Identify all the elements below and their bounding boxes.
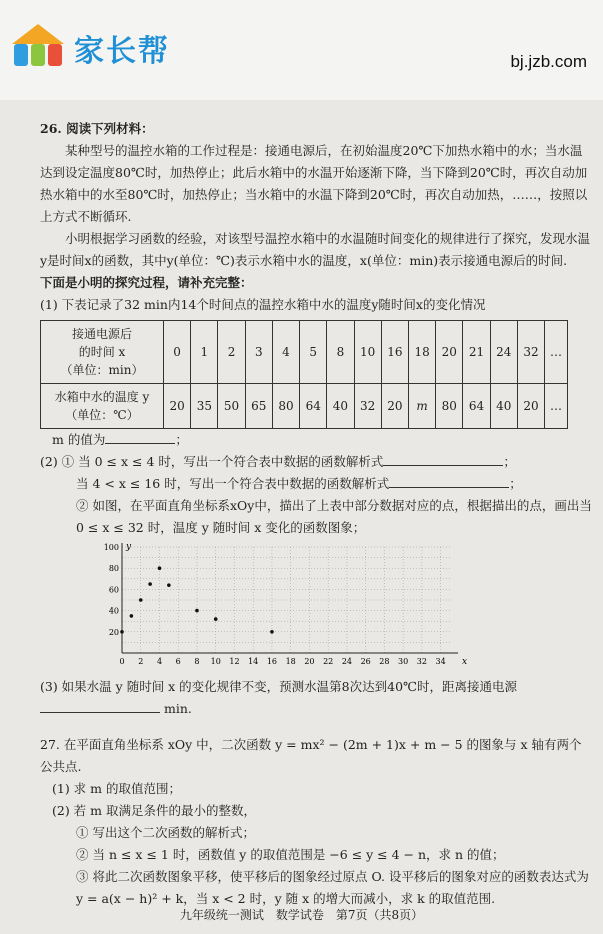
table-cell: 40 [490,384,517,429]
x-tick-label: 0 [119,657,125,666]
site-header [0,0,603,100]
table-cell: 50 [218,384,245,429]
exam-page [40,118,592,910]
x-tick-label: 6 [175,657,181,666]
table-cell: 20 [436,321,463,384]
q27-part-2c: ③ 将此二次函数图象平移，使平移后的图象经过原点 O. 设平移后的图象对应的函数表达式为 y = a(x − h)² + k，当 x < 2 时，y 随 x 的增大而减小，求 k 的取值范围. [76,869,589,906]
data-table [40,320,568,429]
q27-part-2a: ① 写出这个二次函数的解析式； [76,825,255,840]
x-tick-label: 4 [156,657,163,666]
part-2c: ② 如图，在平面直角坐标系xOy中，描出了上表中部分数据对应的点，根据描出的点，画出当 0 ≤ x ≤ 32 时，温度 y 随时间 x 变化的函数图象； [76,498,592,535]
table-cell: … [545,321,568,384]
data-point [158,566,162,570]
x-tick-label: 34 [435,657,446,666]
x-tick-label: 28 [379,657,390,666]
q27-part-1: (1) 求 m 的取值范围； [52,781,181,796]
table-cell: 18 [408,321,435,384]
y-tick-label: 40 [108,606,119,616]
table-row-time [41,321,568,384]
data-point [130,614,134,618]
x-tick-label: 20 [304,657,315,666]
data-point [195,609,199,613]
part-2b: 当 4 < x ≤ 16 时，写出一个符合表中数据的函数解析式 ； [40,473,592,495]
data-point [148,582,152,586]
scatter-chart [100,541,480,669]
table-cell: 10 [354,321,381,384]
material-paragraph-1: 某种型号的温控水箱的工作过程是：接通电源后，在初始温度20℃下加热水箱中的水；当水温达到设定温度80℃时，加热停止；此后水箱中的水温开始逐渐下降，当下降到20℃时，再次自动加热水箱中的水至80℃时，加热停止；当水箱中的水温下降到20℃时，再次自动加热，……，按照以上方式不断循环. [40,143,588,224]
table-cell: 16 [381,321,408,384]
table-cell: 20 [517,384,544,429]
site-url[interactable]: bj.jzb.com [510,52,587,71]
q27-part-2b: ② 当 n ≤ x ≤ 1 时，函数值 y 的取值范围是 −6 ≤ y ≤ 4 − n，求 n 的值； [76,847,505,862]
y-tick-label: 100 [103,543,119,552]
table-cell: 21 [463,321,490,384]
table-cell: 24 [490,321,517,384]
m-value-line: m 的值为 ； [40,429,592,451]
data-point [167,583,171,587]
table-cell: 80 [272,384,299,429]
x-tick-label: 18 [285,657,296,666]
table-cell: 20 [164,384,191,429]
table-cell: m [408,384,435,429]
table-cell: 8 [327,321,354,384]
question-26-title: 26. 阅读下列材料： [40,121,154,136]
data-point [120,630,124,634]
x-tick-label: 12 [229,657,240,666]
table-cell: 20 [381,384,408,429]
table-header-temperature: 水箱中水的温度 y （单位：℃） [41,384,164,429]
y-tick-label: 60 [108,585,119,595]
data-point [139,598,143,602]
data-point [270,630,274,634]
x-tick-label: 26 [360,657,371,666]
x-axis-label: x [462,657,468,667]
answer-blank[interactable] [389,473,509,488]
x-tick-label: 10 [210,657,221,666]
x-tick-label: 16 [266,657,278,666]
answer-blank[interactable] [383,451,503,466]
table-cell: 1 [191,321,218,384]
logo-text: 家长帮 [74,34,170,69]
table-cell: 3 [245,321,272,384]
q27-part-2: (2) 若 m 取满足条件的最小的整数， [52,803,256,818]
table-cell: 64 [300,384,327,429]
table-cell: … [545,384,568,429]
table-cell: 32 [517,321,544,384]
answer-blank[interactable] [105,429,175,444]
part-2a: (2) ① 当 0 ≤ x ≤ 4 时，写出一个符合表中数据的函数解析式 ； [40,451,592,473]
table-cell: 2 [218,321,245,384]
logo-icon [8,22,68,70]
table-header-time: 接通电源后 的时间 x （单位：min） [41,321,164,384]
y-tick-label: 80 [108,564,119,574]
x-tick-label: 8 [194,657,200,666]
table-row-temperature [41,384,568,429]
x-tick-label: 30 [398,657,409,666]
instruction-line: 下面是小明的探究过程，请补充完整： [40,275,253,290]
table-cell: 4 [272,321,299,384]
x-tick-label: 32 [416,657,427,666]
table-cell: 65 [245,384,272,429]
x-tick-label: 14 [248,657,259,666]
data-point [214,617,218,621]
part-3: (3) 如果水温 y 随时间 x 的变化规律不变，预测水温第8次达到40℃时，距离接通电源 min. [40,679,518,716]
table-cell: 64 [463,384,490,429]
y-axis-label: y [126,542,132,552]
material-paragraph-2: 小明根据学习函数的经验，对该型号温控水箱中的水温随时间变化的规律进行了探究，发现水温y是时间x的函数，其中y(单位：℃)表示水箱中水的温度，x(单位：min)表示接通电源后的时间. [40,231,591,268]
question-27-title: 27. 在平面直角坐标系 xOy 中，二次函数 y = mx² − (2m + 1)x + m − 5 的图象与 x 轴有两个公共点. [40,737,582,774]
answer-blank[interactable] [40,698,160,713]
x-tick-label: 22 [323,657,334,666]
page-footer: 九年级统一测试 数学试卷 第7页（共8页） [179,908,424,922]
x-tick-label: 2 [138,657,144,666]
table-cell: 35 [191,384,218,429]
table-cell: 40 [327,384,354,429]
table-cell: 32 [354,384,381,429]
table-cell: 0 [164,321,191,384]
y-tick-label: 20 [108,627,119,637]
x-tick-label: 24 [341,657,353,666]
part-1-text: (1) 下表记录了32 min内14个时间点的温控水箱中水的温度y随时间x的变化情况 [40,297,486,312]
table-cell: 5 [300,321,327,384]
table-cell: 80 [436,384,463,429]
